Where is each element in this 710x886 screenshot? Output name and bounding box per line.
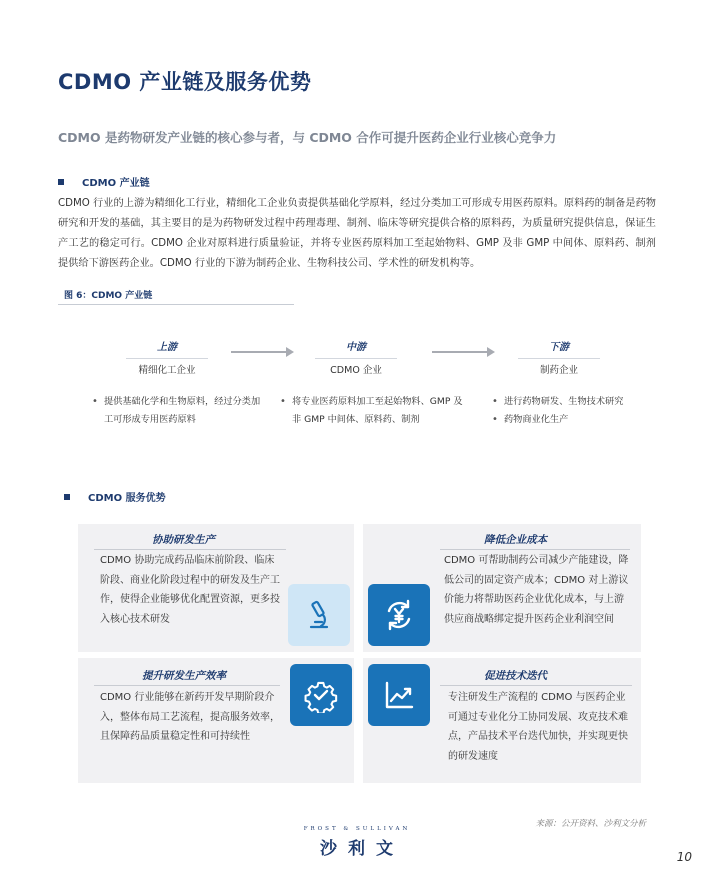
arrow-right-icon: [231, 351, 287, 353]
card-body: CDMO 行业能够在新药开发早期阶段介入，整体布局工艺流程，提高服务效率，且保障药品质量稳定性和可持续性: [100, 692, 280, 742]
stage-downstream: [504, 340, 614, 376]
card-title: 提升研发生产效率: [142, 670, 226, 682]
section-heading-advantage: [64, 489, 166, 504]
stage-title: 中游: [346, 342, 366, 353]
figure-divider: [58, 304, 294, 305]
trend-chart-icon: [368, 664, 430, 726]
list-item: • 药物商业化生产: [492, 411, 672, 429]
page-subtitle: CDMO 是药物研发产业链的核心参与者，与 CDMO 合作可提升医药企业行业核心竞争力: [58, 130, 557, 145]
card-body: CDMO 协助完成药品临床前阶段、临床阶段、商业化阶段过程中的研发及生产工作，使得企业能够优化配置资源，更多投入核心技术研发: [100, 555, 280, 625]
stage-upstream: [112, 340, 222, 376]
card-body: CDMO 可帮助制药公司减少产能建设，降低公司的固定资产成本；CDMO 对上游议价能力将帮助医药企业优化成本，与上游供应商战略绑定提升医药企业利润空间: [444, 555, 629, 625]
stage-divider: [518, 358, 600, 359]
stage-midstream: [301, 340, 411, 376]
bullet-dot-icon: •: [280, 396, 286, 407]
midstream-bullets: [280, 393, 470, 429]
card-title: 降低企业成本: [484, 534, 547, 546]
card-body: 专注研发生产流程的 CDMO 与医药企业可通过专业化分工协同发展、攻克技术难点，产品技术平台迭代加快，并实现更快的研发速度: [448, 692, 628, 762]
section-heading-text: CDMO 产业链: [82, 178, 150, 189]
page-title: CDMO 产业链及服务优势: [58, 70, 312, 94]
bullet-dot-icon: •: [492, 414, 498, 425]
section-heading-text: CDMO 服务优势: [88, 493, 166, 504]
chain-paragraph: CDMO 行业的上游为精细化工行业，精细化工企业负责提供基础化学原料，经过分类加工可形成专用医药原料。原料药的制备是药物研究和开发的基础，其主要目的是为药物研发过程中药理毒理、制剂、临床等研究提供合格的原料药，为质量研究提供信息，保证生产工艺的稳定可行。CDMO 企业对原料进行质量验证，并将专业医药原料加工至起始物料、GMP 及非 GMP 中间体、原料药、制剂提供给下游医药企业。CDMO 行业的下游为制药企业、生物科技公司、学术性的研发机构等。: [58, 198, 656, 269]
figure-label: 图 6：CDMO 产业链: [64, 291, 153, 301]
square-bullet-icon: [64, 494, 70, 500]
card-title: 促进技术迭代: [484, 670, 547, 682]
stage-divider: [315, 358, 397, 359]
stage-name: CDMO 企业: [330, 365, 382, 376]
stage-title: 下游: [549, 342, 569, 353]
stage-title: 上游: [157, 342, 177, 353]
arrow-right-icon: [432, 351, 488, 353]
stage-name: 精细化工企业: [138, 365, 196, 376]
frost-sullivan-logo: [302, 826, 412, 859]
list-item: • 进行药物研发、生物技术研究: [492, 393, 672, 411]
bullet-dot-icon: •: [492, 396, 498, 407]
source-note: 来源：公开资料、沙利文分析: [535, 819, 646, 829]
yen-cycle-icon: [368, 584, 430, 646]
stage-name: 制药企业: [539, 365, 578, 376]
card-divider: [94, 549, 286, 550]
bullet-dot-icon: •: [92, 396, 98, 407]
page-number: 10: [676, 850, 692, 864]
section-heading-chain: [58, 174, 150, 189]
card-divider: [94, 685, 280, 686]
logo-english: FROST & SULLIVAN: [303, 826, 411, 832]
logo-chinese: 沙利文: [320, 839, 404, 859]
card-title: 协助研发生产: [152, 534, 215, 546]
square-bullet-icon: [58, 179, 64, 185]
card-divider: [440, 685, 632, 686]
stage-divider: [126, 358, 208, 359]
gear-icon: [290, 664, 352, 726]
microscope-icon: [288, 584, 350, 646]
downstream-bullets: [492, 393, 672, 429]
list-item: • 将专业医药原料加工至起始物料、GMP 及非 GMP 中间体、原料药、制剂: [280, 393, 470, 429]
list-item: • 提供基础化学和生物原料，经过分类加工可形成专用医药原料: [92, 393, 262, 429]
card-divider: [440, 549, 630, 550]
upstream-bullets: [92, 393, 262, 429]
